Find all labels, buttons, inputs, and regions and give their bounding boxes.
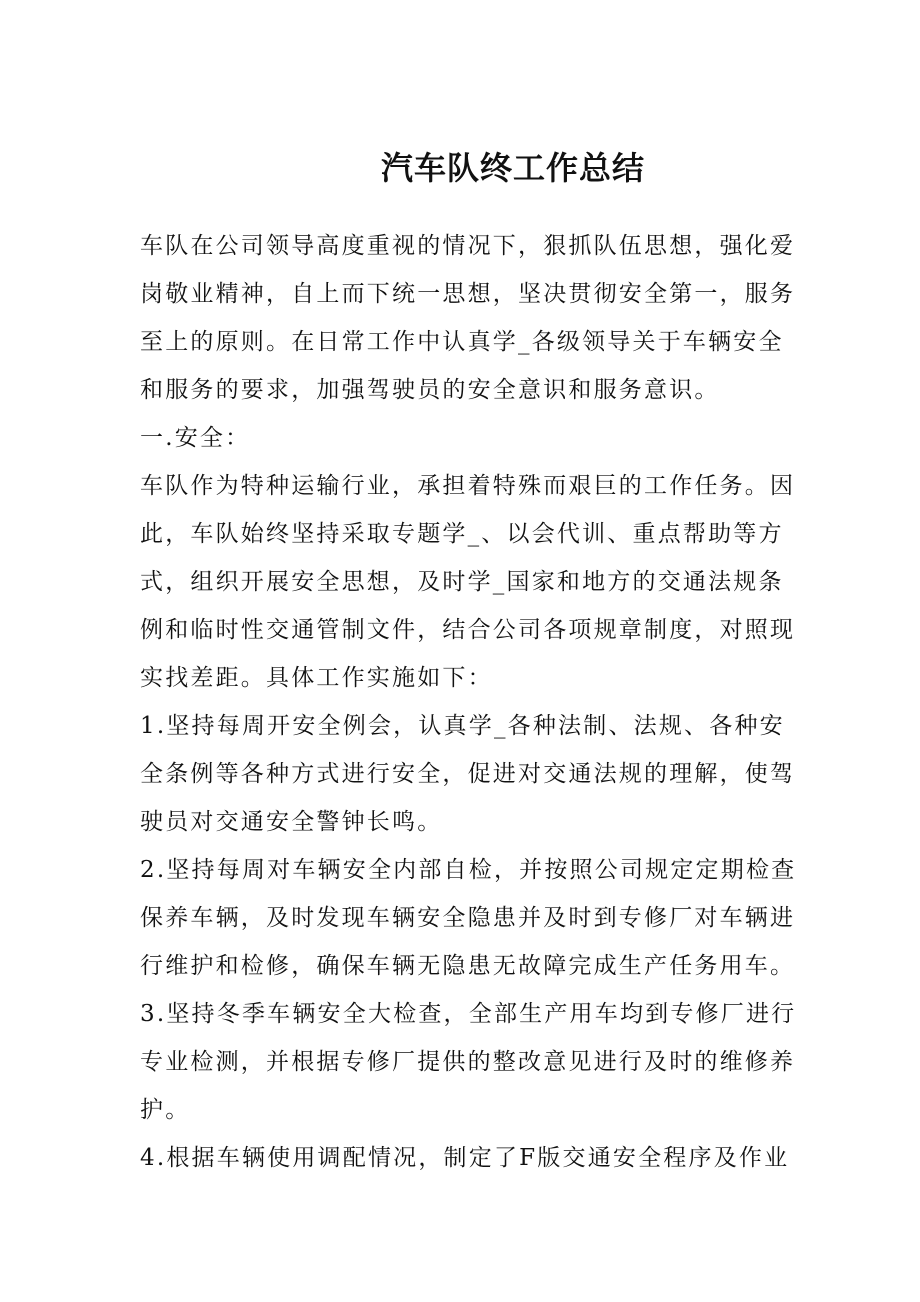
list-item-line: 驶员对交通安全警钟长鸣。	[140, 809, 443, 835]
list-item-line: 护。	[140, 1097, 191, 1123]
text-line: 车队作为特种运输行业，承担着特殊而艰巨的工作任务。因	[140, 473, 796, 499]
text-line: 车队在公司领导高度重视的情况下，狠抓队伍思想，强化爱	[140, 233, 796, 259]
text-line: 岗敬业精神，自上而下统一思想，坚决贯彻安全第一，服务	[140, 281, 796, 307]
document-body	[140, 222, 797, 1182]
list-item-line: 行维护和检修，确保车辆无隐患无故障完成生产任务用车。	[140, 953, 796, 979]
list-item-line: 1.坚持每周开安全例会，认真学_各种法制、法规、各种安	[140, 713, 785, 739]
list-item-line: 保养车辆，及时发现车辆安全隐患并及时到专修厂对车辆进	[140, 905, 796, 931]
text-line: 例和临时性交通管制文件，结合公司各项规章制度，对照现	[140, 617, 796, 643]
list-item-line: 3.坚持冬季车辆安全大检查，全部生产用车均到专修厂进行	[140, 1001, 797, 1027]
list-item-line: 全条例等各种方式进行安全，促进对交通法规的理解，使驾	[140, 761, 796, 787]
text-line: 实找差距。具体工作实施如下：	[140, 665, 493, 691]
text-line: 式，组织开展安全思想，及时学_国家和地方的交通法规条	[140, 569, 784, 595]
list-item-line: 4.根据车辆使用调配情况，制定了F版交通安全程序及作业	[140, 1145, 790, 1171]
document-title: 汽车队终工作总结	[380, 149, 645, 187]
text-line: 至上的原则。在日常工作中认真学_各级领导关于车辆安全	[140, 329, 784, 355]
list-item-line: 2.坚持每周对车辆安全内部自检，并按照公司规定定期检查	[140, 857, 797, 883]
text-line: 和服务的要求，加强驾驶员的安全意识和服务意识。	[140, 377, 720, 403]
section-heading: 一.安全：	[140, 425, 251, 451]
list-item-line: 专业检测，并根据专修厂提供的整改意见进行及时的维修养	[140, 1049, 796, 1075]
text-line: 此，车队始终坚持采取专题学_、以会代训、重点帮助等方	[140, 521, 784, 547]
